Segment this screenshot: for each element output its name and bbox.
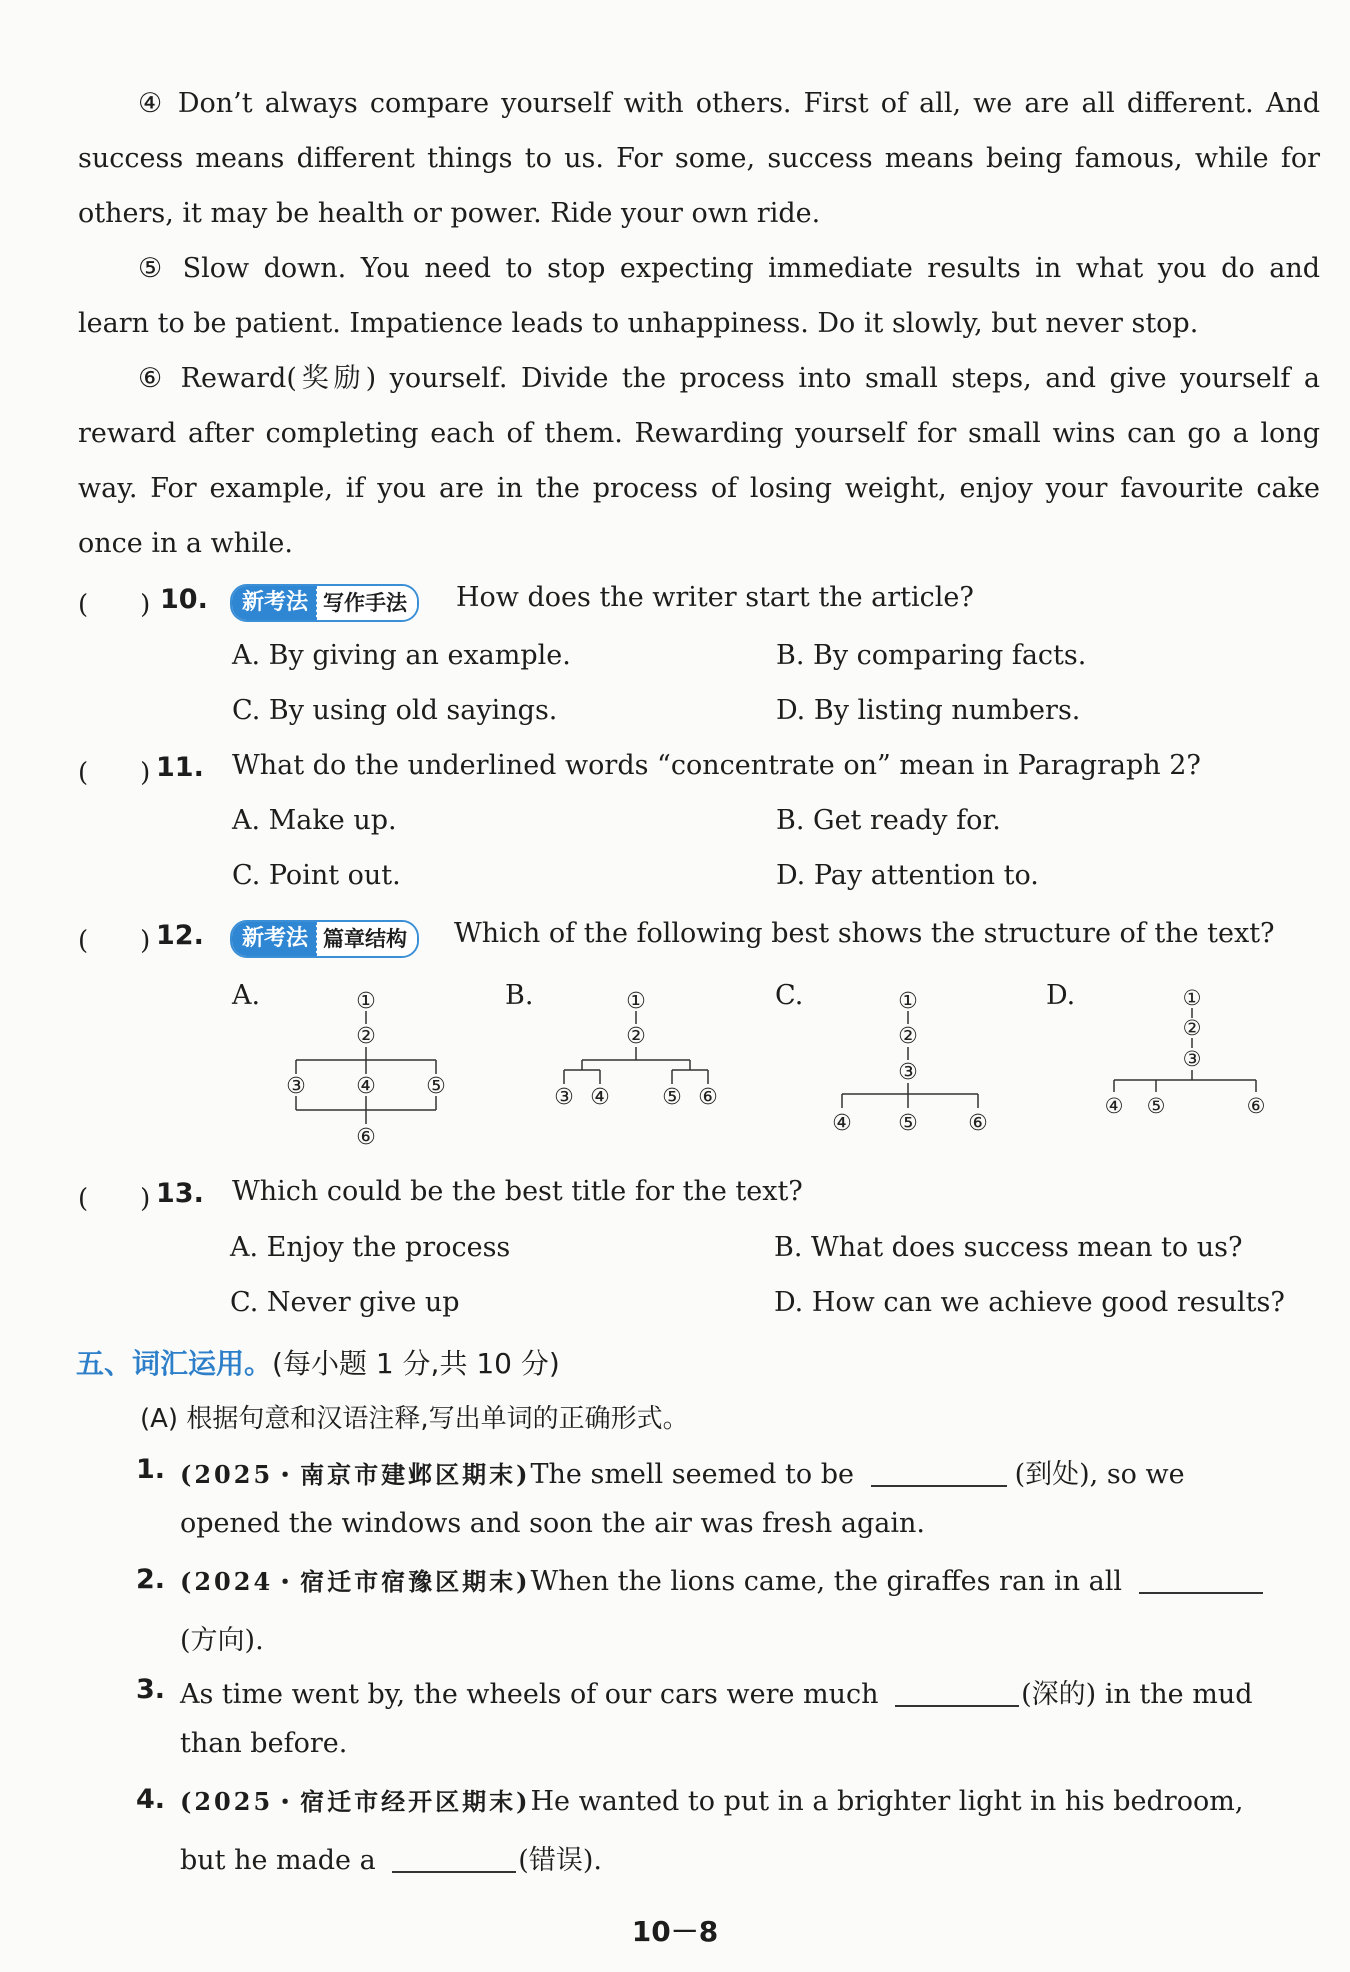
node: ② — [356, 1024, 376, 1049]
node: ⑥ — [1246, 1094, 1266, 1118]
option-10-a[interactable]: A. By giving an example. — [232, 640, 571, 671]
vocab-number-2: 2. — [136, 1564, 166, 1595]
node: ④ — [832, 1111, 852, 1136]
badge-new-method-10 — [230, 584, 419, 622]
node: ③ — [286, 1074, 306, 1099]
diagram-option-b-label[interactable]: B. — [505, 980, 534, 1011]
diagram-option-a-label[interactable]: A. — [232, 980, 261, 1011]
option-10-c[interactable]: C. By using old sayings. — [232, 695, 558, 726]
node: ① — [356, 989, 376, 1014]
node: ⑤ — [662, 1085, 682, 1110]
node: ④ — [1104, 1094, 1124, 1118]
vocab-item-4-line-1 — [180, 1782, 1243, 1817]
option-11-d[interactable]: D. Pay attention to. — [776, 860, 1039, 891]
section-instruction: (A) 根据句意和汉语注释,写出单词的正确形式。 — [140, 1404, 689, 1434]
node: ② — [1182, 1016, 1202, 1040]
question-text-10: How does the writer start the article? — [456, 582, 974, 613]
node: ⑥ — [968, 1111, 988, 1136]
question-number-11: 11. — [156, 752, 204, 783]
paragraph-6-line-4: once in a while. — [78, 528, 293, 559]
section-title — [76, 1342, 560, 1382]
vocab-text: As time went by, the wheels of our cars were much — [180, 1679, 879, 1710]
option-13-b[interactable]: B. What does success mean to us? — [774, 1232, 1243, 1263]
answer-blank-11[interactable]: ( ) — [78, 758, 151, 788]
fill-blank-4[interactable] — [392, 1843, 516, 1873]
node: ⑤ — [1146, 1094, 1166, 1118]
option-10-d[interactable]: D. By listing numbers. — [776, 695, 1081, 726]
badge-type: 篇章结构 — [316, 922, 417, 956]
paragraph-6-line-2: reward after completing each of them. Rewarding yourself for small wins can go a long — [78, 418, 1320, 449]
paragraph-4-line-3: others, it may be health or power. Ride your own ride. — [78, 198, 821, 229]
node: ④ — [356, 1074, 376, 1099]
question-text-12: Which of the following best shows the structure of the text? — [454, 918, 1275, 949]
answer-blank-13[interactable]: ( ) — [78, 1184, 151, 1214]
structure-diagram-a[interactable] — [270, 980, 470, 1160]
vocab-text: but he made a — [180, 1845, 376, 1876]
diagram-option-c-label[interactable]: C. — [775, 980, 804, 1011]
option-10-b[interactable]: B. By comparing facts. — [776, 640, 1087, 671]
node: ⑤ — [426, 1074, 446, 1099]
paragraph-6-line-1: ⑥ Reward(奖励) yourself. Divide the process into small steps, and give yourself a — [138, 363, 1320, 394]
option-13-d[interactable]: D. How can we achieve good results? — [774, 1287, 1285, 1318]
node: ① — [898, 989, 918, 1014]
node: ⑥ — [356, 1125, 376, 1150]
paragraph-4-line-1: ④ Don’t always compare yourself with others. First of all, we are all different. And — [138, 88, 1320, 119]
vocab-text: The smell seemed to be — [530, 1459, 854, 1490]
diagram-option-d-label[interactable]: D. — [1046, 980, 1076, 1011]
option-11-a[interactable]: A. Make up. — [232, 805, 397, 836]
option-11-b[interactable]: B. Get ready for. — [776, 805, 1001, 836]
structure-diagram-c[interactable] — [818, 980, 1018, 1160]
paragraph-6-line-3: way. For example, if you are in the process of losing weight, enjoy your favourite cake — [78, 473, 1320, 504]
vocab-number-1: 1. — [136, 1454, 166, 1485]
paragraph-5-line-2: learn to be patient. Impatience leads to unhappiness. Do it slowly, but never stop. — [78, 308, 1199, 339]
paragraph-4-line-2: success means different things to us. For some, success means being famous, while for — [78, 143, 1320, 174]
vocab-number-4: 4. — [136, 1784, 166, 1815]
badge-tag: 新考法 — [232, 586, 316, 620]
question-number-12: 12. — [156, 920, 204, 951]
vocab-source: (2024・宿迁市宿豫区期末) — [180, 1567, 531, 1596]
fill-blank-2[interactable] — [1139, 1564, 1263, 1594]
node: ② — [898, 1024, 918, 1049]
vocab-hint: (深的) — [1021, 1679, 1097, 1710]
answer-blank-12[interactable]: ( ) — [78, 926, 151, 956]
fill-blank-1[interactable] — [871, 1457, 1007, 1487]
vocab-item-3-line-1 — [180, 1672, 1253, 1711]
vocab-item-1-line-1 — [180, 1452, 1185, 1491]
page-number: 10－8 — [631, 1915, 719, 1948]
paragraph-5-line-1: ⑤ Slow down. You need to stop expecting immediate results in what you do and — [138, 253, 1320, 284]
node: ⑥ — [698, 1085, 718, 1110]
vocab-item-2-line-2: (方向). — [180, 1625, 264, 1656]
question-text-11: What do the underlined words “concentrate on” mean in Paragraph 2? — [232, 750, 1201, 781]
vocab-source: (2025・宿迁市经开区期末) — [180, 1787, 531, 1816]
node: ③ — [1182, 1047, 1202, 1071]
badge-tag: 新考法 — [232, 922, 316, 956]
vocab-item-1-line-2: opened the windows and soon the air was fresh again. — [180, 1508, 925, 1539]
node: ③ — [898, 1060, 918, 1085]
node: ② — [626, 1024, 646, 1049]
vocab-text: When the lions came, the giraffes ran in all — [530, 1566, 1122, 1597]
vocab-text: He wanted to put in a brighter light in his bedroom, — [530, 1786, 1244, 1817]
vocab-text-after: in the mud — [1104, 1679, 1253, 1710]
section-score: (每小题 1 分,共 10 分) — [272, 1347, 560, 1380]
question-number-13: 13. — [156, 1178, 204, 1209]
badge-new-method-12 — [230, 920, 419, 958]
option-13-a[interactable]: A. Enjoy the process — [230, 1232, 511, 1263]
vocab-item-3-line-2: than before. — [180, 1728, 348, 1759]
vocab-item-4-line-2 — [180, 1838, 602, 1877]
option-13-c[interactable]: C. Never give up — [230, 1287, 460, 1318]
node: ④ — [590, 1085, 610, 1110]
vocab-source: (2025・南京市建邺区期末) — [180, 1460, 531, 1489]
option-11-c[interactable]: C. Point out. — [232, 860, 401, 891]
answer-blank-10[interactable]: ( ) — [78, 590, 151, 620]
node: ① — [626, 989, 646, 1014]
badge-type: 写作手法 — [316, 586, 417, 620]
node: ⑤ — [898, 1111, 918, 1136]
vocab-hint: (错误). — [518, 1845, 602, 1876]
node: ① — [1182, 986, 1202, 1010]
question-text-13: Which could be the best title for the text? — [232, 1176, 803, 1207]
vocab-hint: (到处) — [1014, 1459, 1090, 1490]
structure-diagram-d[interactable] — [1100, 980, 1280, 1140]
vocab-number-3: 3. — [136, 1674, 166, 1705]
structure-diagram-b[interactable] — [540, 980, 740, 1130]
node: ③ — [554, 1085, 574, 1110]
fill-blank-3[interactable] — [895, 1677, 1019, 1707]
vocab-text-after: , so we — [1089, 1459, 1185, 1490]
question-number-10: 10. — [160, 584, 208, 615]
vocab-item-2-line-1 — [180, 1562, 1263, 1597]
section-heading: 五、词汇运用。 — [76, 1347, 273, 1380]
